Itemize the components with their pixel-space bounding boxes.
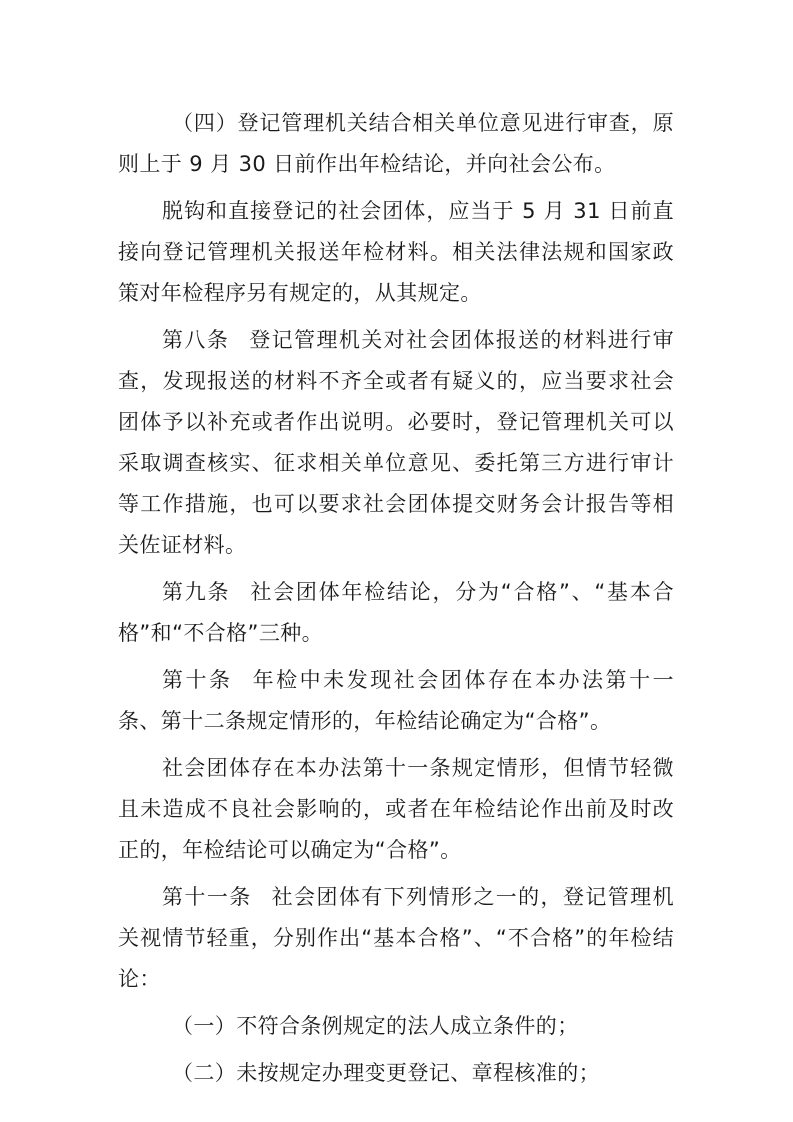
paragraph-text: 社会团体存在本办法第十一条规定情形，但情节轻微且未造成不良社会影响的，或者在年检结论作出前及时改正的，年检结论可以确定为“合格”。	[118, 756, 674, 862]
article-text: 登记管理机关对社会团体报送的材料进行审查，发现报送的材料不齐全或者有疑义的，应当要求社会团体予以补充或者作出说明。必要时，登记管理机关可以采取调查核实、征求相关单位意见、委托第三方进行审计等工作措施，也可以要求社会团体提交财务会计报告等相关佐证材料。	[118, 328, 674, 557]
paragraph-minor-circumstances	[118, 748, 674, 871]
list-item-text: （二）未按规定办理变更登记、章程核准的；	[172, 1061, 600, 1085]
list-item-text: （一）不符合条例规定的法人成立条件的；	[172, 1014, 579, 1038]
article-number: 第十条	[162, 668, 233, 692]
article-ten	[118, 660, 674, 742]
article-eight	[118, 320, 674, 566]
article-text: 年检中未发现社会团体存在本办法第十一条、第十二条规定情形的，年检结论确定为“合格”。	[118, 668, 674, 733]
list-item-one	[118, 1006, 674, 1047]
paragraph-review-item-four	[118, 103, 674, 185]
paragraph-text: 脱钩和直接登记的社会团体，应当于 5 月 31 日前直接向登记管理机关报送年检材料。相关法律法规和国家政策对年检程序另有规定的，从其规定。	[118, 199, 674, 305]
article-number: 第八条	[162, 328, 230, 352]
article-nine	[118, 572, 674, 654]
paragraph-direct-registration	[118, 191, 674, 314]
paragraph-text: （四）登记管理机关结合相关单位意见进行审查，原则上于 9 月 30 日前作出年检结论，并向社会公布。	[118, 111, 674, 176]
article-number: 第十一条	[162, 885, 252, 909]
article-eleven	[118, 877, 674, 1000]
list-item-two	[118, 1053, 674, 1094]
article-text: 社会团体有下列情形之一的，登记管理机关视情节轻重，分别作出“基本合格”、“不合格”的年检结论：	[118, 885, 674, 991]
document-body	[118, 103, 674, 1100]
article-number: 第九条	[162, 580, 231, 604]
article-text: 社会团体年检结论，分为“合格”、“基本合格”和“不合格”三种。	[118, 580, 674, 645]
